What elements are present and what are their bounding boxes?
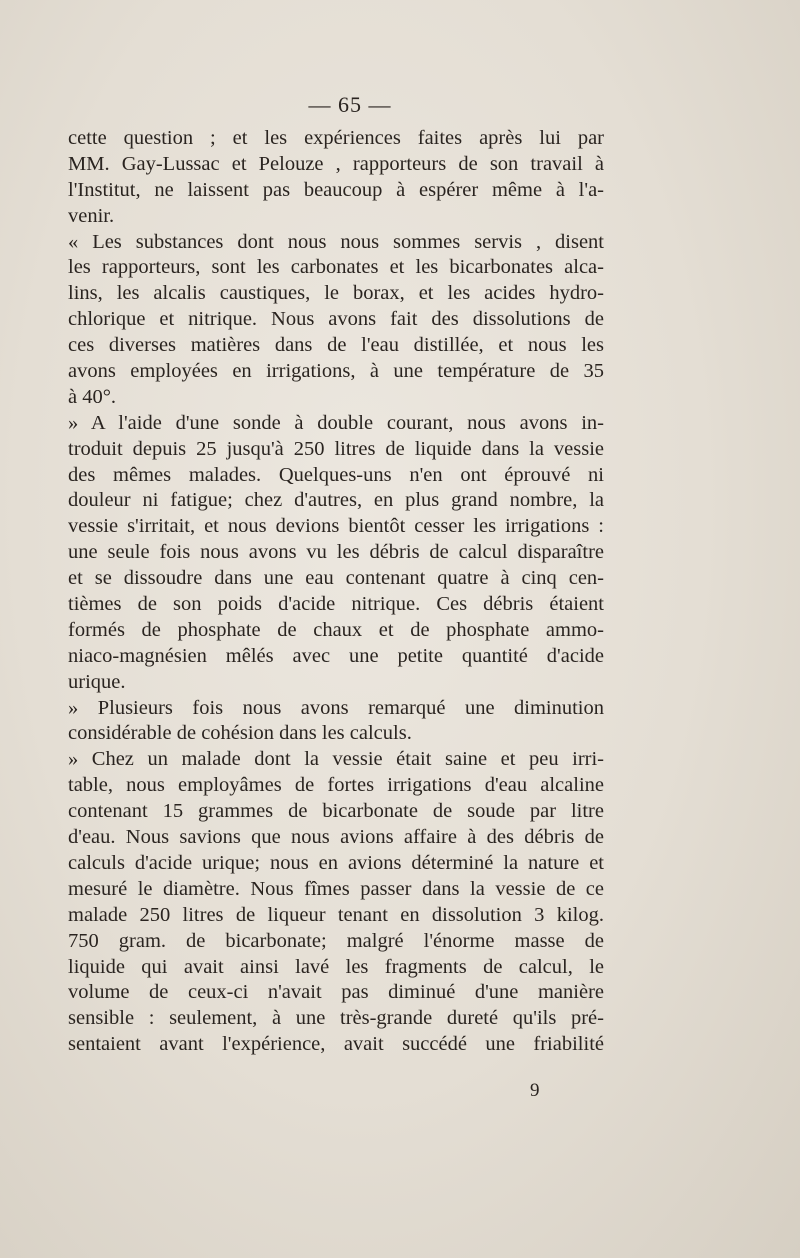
text-line: troduit depuis 25 jusqu'à 250 litres de liquide dans la vessie: [68, 437, 604, 460]
text-line: une seule fois nous avons vu les débris de calcul disparaître: [68, 541, 604, 564]
text-line: l'Institut, ne laissent pas beaucoup à espérer même à l'a-: [68, 178, 604, 201]
text-line: les rapporteurs, sont les carbonates et les bicarbonates alca-: [68, 256, 604, 279]
page-number: — 65 —: [308, 92, 392, 117]
text-line: MM. Gay-Lussac et Pelouze , rapporteurs de son travail à: [68, 152, 604, 175]
body-text: [68, 126, 604, 1058]
text-line: » Plusieurs fois nous avons remarqué une diminution: [68, 696, 604, 719]
text-line: liquide qui avait ainsi lavé les fragments de calcul, le: [68, 955, 604, 978]
text-line: » Chez un malade dont la vessie était saine et peu irri-: [68, 748, 604, 771]
text-line: douleur ni fatigue; chez d'autres, en plus grand nombre, la: [68, 489, 604, 512]
text-line: à 40°.: [68, 385, 117, 408]
text-line: et se dissoudre dans une eau contenant quatre à cinq cen-: [68, 567, 604, 590]
text-line: tièmes de son poids d'acide nitrique. Ces débris étaient: [68, 593, 604, 616]
text-line: calculs d'acide urique; nous en avions déterminé la nature et: [68, 851, 604, 874]
text-line: niaco-magnésien mêlés avec une petite quantité d'acide: [68, 644, 604, 667]
text-line: ces diverses matières dans de l'eau distillée, et nous les: [68, 334, 604, 357]
text-line: vessie s'irritait, et nous devions bientôt cesser les irrigations :: [68, 515, 604, 538]
text-line: avons employées en irrigations, à une température de 35: [68, 360, 604, 383]
text-line: d'eau. Nous savions que nous avions affaire à des débris de: [68, 826, 604, 849]
text-line: cette question ; et les expériences faites après lui par: [68, 127, 604, 149]
text-line: chlorique et nitrique. Nous avons fait des dissolutions de: [68, 308, 604, 331]
text-line: malade 250 litres de liqueur tenant en dissolution 3 kilog.: [68, 903, 604, 926]
text-line: contenant 15 grammes de bicarbonate de soude par litre: [68, 800, 604, 823]
text-line: volume de ceux-ci n'avait pas diminué d'une manière: [68, 981, 604, 1004]
text-line: mesuré le diamètre. Nous fîmes passer dans la vessie de ce: [68, 877, 604, 900]
text-line: table, nous employâmes de fortes irrigations d'eau alcaline: [68, 774, 604, 797]
text-line: des mêmes malades. Quelques-uns n'en ont éprouvé ni: [68, 463, 604, 486]
text-line: considérable de cohésion dans les calculs.: [68, 722, 412, 745]
text-line: venir.: [68, 204, 115, 227]
text-line: 750 gram. de bicarbonate; malgré l'énorme masse de: [68, 929, 604, 952]
text-line: lins, les alcalis caustiques, le borax, et les acides hydro-: [68, 282, 604, 305]
signature-mark: 9: [530, 1080, 540, 1101]
text-line: urique.: [68, 670, 126, 693]
text-line: « Les substances dont nous nous sommes servis , disent: [68, 230, 604, 253]
text-line: sentaient avant l'expérience, avait succédé une friabilité: [68, 1033, 604, 1056]
text-line: » A l'aide d'une sonde à double courant, nous avons in-: [68, 411, 604, 434]
text-line: formés de phosphate de chaux et de phosphate ammo-: [68, 618, 604, 641]
text-line: sensible : seulement, à une très-grande dureté qu'ils pré-: [68, 1007, 604, 1030]
